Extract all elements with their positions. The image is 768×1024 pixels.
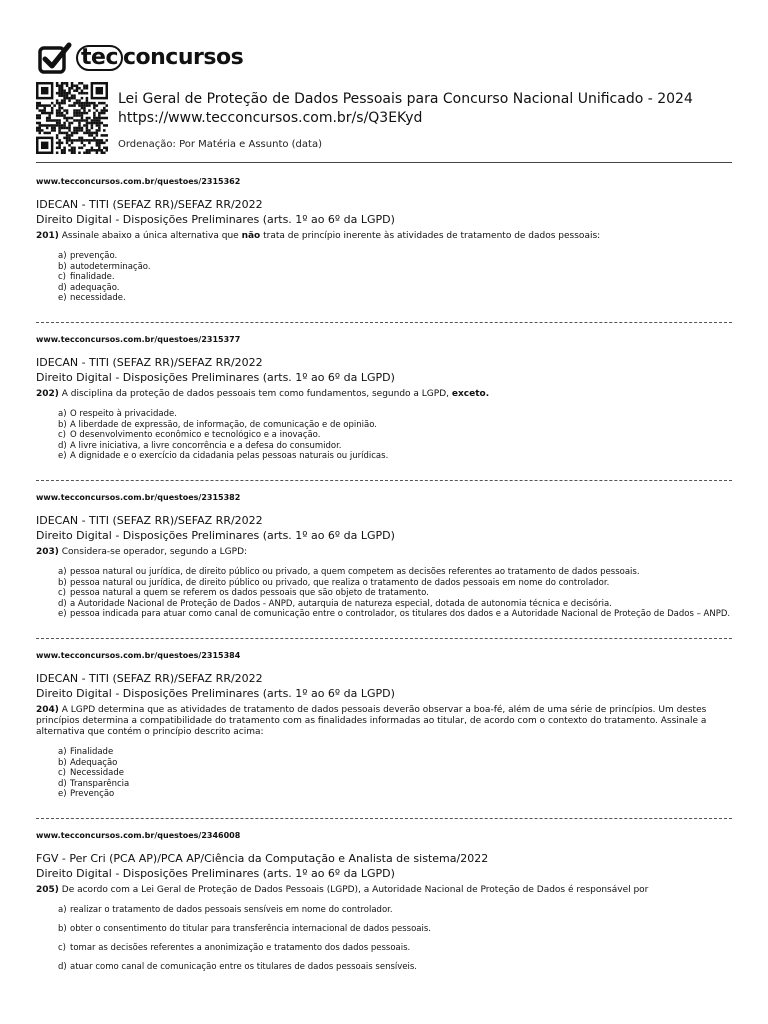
question-separator <box>36 322 732 323</box>
options-list <box>58 905 732 973</box>
question-statement: 202) A disciplina da proteção de dados pessoais tem como fundamentos, segundo a LGPD, exceto. <box>36 389 490 399</box>
question-banca: IDECAN - TITI (SEFAZ RR)/SEFAZ RR/2022 <box>36 672 263 685</box>
option-d[interactable]: d) Transparência <box>58 778 130 789</box>
option-a[interactable]: a) prevenção. <box>58 251 118 261</box>
checkmark-logo-icon <box>38 42 72 74</box>
question-statement: 201) Assinale abaixo a única alternativa que não trata de princípio inerente às atividades de tratamento de dados pessoais: <box>36 231 601 241</box>
options-list <box>58 409 732 462</box>
question-subject: Direito Digital - Disposições Preliminares (arts. 1º ao 6º da LGPD) <box>36 371 395 384</box>
question-subject: Direito Digital - Disposições Preliminares (arts. 1º ao 6º da LGPD) <box>36 529 395 542</box>
question-statement: 204) A LGPD determina que as atividades de tratamento de dados pessoais deverão observar a boa-fé, além de uma série de princípios. Um destes princípios determina a compatibilidade do tratamento com as finalidades informadas ao titular, de acordo com o contexto do tratamento. Assinale a alternativa que contém o princípio descrito acima: <box>36 705 707 737</box>
question-link[interactable]: www.tecconcursos.com.br/questoes/2346008 <box>36 831 241 840</box>
question-link[interactable]: www.tecconcursos.com.br/questoes/2315377 <box>36 335 241 344</box>
question-statement: 205) De acordo com a Lei Geral de Proteção de Dados Pessoais (LGPD), a Autoridade Nacional de Proteção de Dados é responsável por <box>36 885 649 895</box>
header-divider <box>36 162 732 163</box>
option-a[interactable]: a) O respeito à privacidade. <box>58 409 177 419</box>
question-separator <box>36 638 732 639</box>
question-statement: 203) Considera-se operador, segundo a LGPD: <box>36 547 248 557</box>
question-205 <box>36 831 732 981</box>
tecconcursos-logo[interactable] <box>38 40 243 76</box>
question-banca: FGV - Per Cri (PCA AP)/PCA AP/Ciência da Computação e Analista de sistema/2022 <box>36 852 489 865</box>
option-c[interactable]: c) O desenvolvimento econômico e tecnológico e a inovação. <box>58 430 321 440</box>
question-204 <box>36 651 732 800</box>
options-list <box>58 747 732 800</box>
option-b[interactable]: b) A liberdade de expressão, de informação, de comunicação e de opinião. <box>58 419 377 430</box>
option-e[interactable]: e) pessoa indicada para atuar como canal de comunicação entre o controlador, os titulares dos dados e a Autoridade Nacional de Proteção de Dados – ANPD. <box>58 609 731 619</box>
option-e[interactable]: e) necessidade. <box>58 293 126 303</box>
question-subject: Direito Digital - Disposições Preliminares (arts. 1º ao 6º da LGPD) <box>36 213 395 226</box>
option-e[interactable]: e) A dignidade e o exercício da cidadania pelas pessoas naturais ou jurídicas. <box>58 451 389 461</box>
question-link[interactable]: www.tecconcursos.com.br/questoes/2315382 <box>36 493 241 502</box>
question-202 <box>36 335 732 462</box>
option-a[interactable]: a) realizar o tratamento de dados pessoais sensíveis em nome do controlador. <box>58 905 393 915</box>
option-b[interactable]: b) obter o consentimento do titular para transferência internacional de dados pessoais. <box>58 924 432 934</box>
option-a[interactable]: a) pessoa natural ou jurídica, de direito público ou privado, a quem competem as decisões referentes ao tratamento de dados pessoais. <box>58 567 640 577</box>
question-subject: Direito Digital - Disposições Preliminares (arts. 1º ao 6º da LGPD) <box>36 867 395 880</box>
option-d[interactable]: d) A livre iniciativa, a livre concorrência e a defesa do consumidor. <box>58 440 342 451</box>
option-e[interactable]: e) Prevenção <box>58 789 115 799</box>
ordering-label: Ordenação: Por Matéria e Assunto (data) <box>118 139 322 150</box>
option-a[interactable]: a) Finalidade <box>58 747 114 757</box>
options-list <box>58 567 732 620</box>
option-d[interactable]: d) a Autoridade Nacional de Proteção de Dados - ANPD, autarquia de natureza especial, dotada de autonomia técnica e decisória. <box>58 598 612 609</box>
question-link[interactable]: www.tecconcursos.com.br/questoes/2315362 <box>36 177 241 186</box>
question-separator <box>36 818 732 819</box>
question-subject: Direito Digital - Disposições Preliminares (arts. 1º ao 6º da LGPD) <box>36 687 395 700</box>
option-b[interactable]: b) pessoa natural ou jurídica, de direito público ou privado, que realiza o tratamento de dados pessoais em nome do controlador. <box>58 577 610 588</box>
option-c[interactable]: c) tomar as decisões referentes a anonimização e tratamento dos dados pessoais. <box>58 943 411 953</box>
question-banca: IDECAN - TITI (SEFAZ RR)/SEFAZ RR/2022 <box>36 514 263 527</box>
qr-code <box>36 82 108 154</box>
option-c[interactable]: c) finalidade. <box>58 272 115 282</box>
option-c[interactable]: c) pessoa natural a quem se referem os dados pessoais que são objeto de tratamento. <box>58 588 429 598</box>
option-d[interactable]: d) atuar como canal de comunicação entre os titulares de dados pessoais sensíveis. <box>58 962 418 972</box>
option-b[interactable]: b) Adequação <box>58 757 118 768</box>
question-separator <box>36 480 732 481</box>
option-b[interactable]: b) autodeterminação. <box>58 261 151 272</box>
brand-name: tec concursos <box>76 45 243 71</box>
document-title: Lei Geral de Proteção de Dados Pessoais para Concurso Nacional Unificado - 2024 <box>118 91 693 107</box>
question-203 <box>36 493 732 620</box>
document-url[interactable]: https://www.tecconcursos.com.br/s/Q3EKyd <box>118 110 423 126</box>
question-201 <box>36 177 732 304</box>
option-d[interactable]: d) adequação. <box>58 282 120 293</box>
options-list <box>58 251 732 304</box>
question-banca: IDECAN - TITI (SEFAZ RR)/SEFAZ RR/2022 <box>36 356 263 369</box>
option-c[interactable]: c) Necessidade <box>58 768 124 778</box>
question-link[interactable]: www.tecconcursos.com.br/questoes/2315384 <box>36 651 241 660</box>
question-banca: IDECAN - TITI (SEFAZ RR)/SEFAZ RR/2022 <box>36 198 263 211</box>
